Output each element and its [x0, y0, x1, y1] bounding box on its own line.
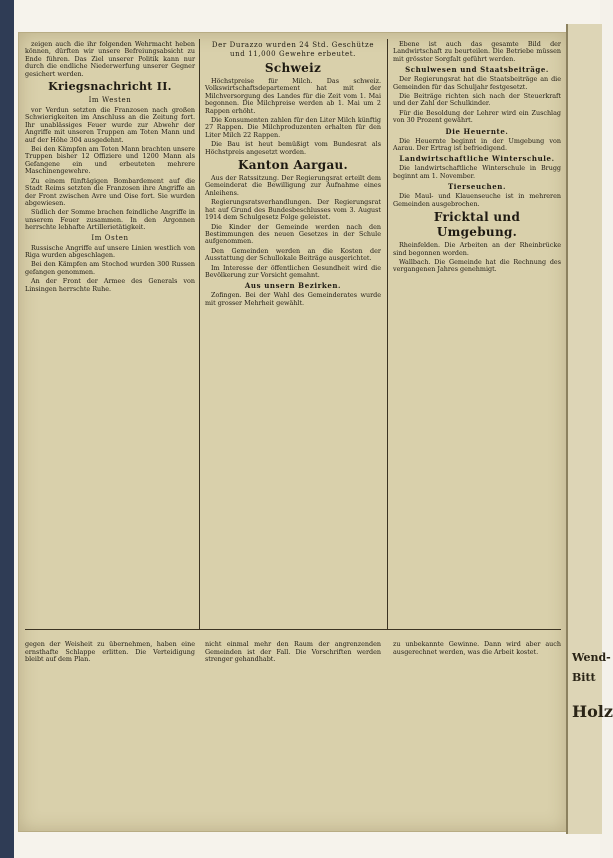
col2-subheading-bezirke: Aus unsern Bezirken.: [244, 281, 342, 291]
col3-heading-schulwesen: Schulwesen und Staatsbeiträge.: [405, 65, 549, 75]
col1-paragraph: Russische Angriffe auf unsere Linien westlich von Riga wurden abgeschlagen.: [25, 243, 195, 259]
col2-paragraph: Höchstpreise für Milch. Das schweiz. Volkswirtschaftsdepartement hat mit der Milchversorgung des Landes für die Zeit vom 1. Mai begonnen. Die Milchpreise werden ab 1. Mai um 2 Rappen erhöht.: [205, 77, 381, 115]
col1-paragraph: Zu einem fünftägigen Bombardement auf die Stadt Reims setzten die Franzosen ihre Angriffe an der Front zwischen Avre und Oise fort. Sie wurden abgewiesen.: [25, 176, 195, 207]
col1-paragraph: Bei den Kämpfen am Toten Mann brachten unsere Truppen bisher 12 Offiziere und 1200 Mann als Gefangene ein und erbeuteten mehrere Maschinengewehre.: [25, 145, 195, 176]
col1-subheading-west: Im Westen: [88, 96, 132, 105]
col1-subheading-east: Im Osten: [91, 233, 129, 242]
col2-paragraph: Den Gemeinden werden an die Kosten der Ausstattung der Schullokale Beiträge ausgerichtet.: [205, 246, 381, 263]
col3-paragraph: Rheinfelden. Die Arbeiten an der Rheinbrücke sind begonnen worden.: [393, 241, 561, 257]
col2-paragraph: Zofingen. Bei der Wahl des Gemeinderates wurde mit grosser Mehrheit gewählt.: [205, 291, 381, 307]
next-page-edge: [566, 24, 613, 834]
column-rule-1: [199, 39, 200, 629]
book-binding-edge: [0, 0, 14, 858]
col1-paragraph: Bei den Kämpfen am Stochod wurden 300 Russen gefangen genommen.: [25, 260, 195, 276]
bottom-paragraph: zu unbekannte Gewinne. Dann wird aber auch ausgerechnet werden, was die Arbeit kostet.: [393, 640, 561, 656]
col2-paragraph: Aus der Ratssitzung. Der Regierungsrat erteilt dem Gemeinderat die Bewilligung zur Aufnahme eines Anleihens.: [205, 174, 381, 197]
col3-heading-tierseuchen: Tierseuchen.: [447, 182, 507, 192]
col2-heading-schweiz: Schweiz: [264, 61, 322, 75]
col2-paragraph: Regierungsratsverhandlungen. Der Regierungsrat hat auf Grund des Bundesbeschlusses vom 3. August 1914 dem Schulgesetz Folge geleistet.: [205, 198, 381, 222]
col2-paragraph: Die Konsumenten zahlen für den Liter Milch künftig 27 Rappen. Die Milchproduzenten erhalten für den Liter Milch 22 Rappen.: [205, 116, 381, 139]
spine-fragment: Holz: [572, 702, 613, 721]
column-left: [25, 41, 195, 295]
col1-heading: Kriegsnachricht II.: [48, 80, 172, 94]
col3-paragraph: Die landwirtschaftliche Winterschule in Brugg beginnt am 1. November.: [393, 164, 561, 180]
bottom-column-left: [25, 635, 195, 670]
col3-heading-fricktal: Fricktal und Umgebung.: [433, 210, 521, 240]
col2-top-lines: Der Durazzo wurden 24 Std. Geschütze und 11,000 Gewehre erbeutet.: [211, 41, 375, 58]
col3-paragraph: Für die Besoldung der Lehrer wird ein Zuschlag von 30 Prozent gewährt.: [393, 108, 561, 125]
col3-paragraph: Der Regierungsrat hat die Staatsbeiträge an die Gemeinden für das Schuljahr festgesetzt.: [393, 75, 561, 91]
spine-fragment: Wend-: [572, 651, 611, 664]
col2-paragraph: Die Kinder der Gemeinde werden nach den Bestimmungen des neuen Gesetzes in der Schule aufgenommen.: [205, 222, 381, 246]
col3-paragraph: Wallbach. Die Gemeinde hat die Rechnung des vergangenen Jahres genehmigt.: [393, 257, 561, 274]
col3-top-paragraph: Ebene ist auch das gesamte Bild der Landwirtschaft zu beurteilen. Die Betriebe müssen mit grösster Sorgfalt geführt werden.: [393, 40, 561, 63]
col2-paragraph: Die Bau ist heut bemüßigt vom Bundesrat als Höchstpreis angesetzt worden.: [205, 140, 381, 156]
col1-paragraph: vor Verdun setzten die Franzosen nach großen Schwierigkeiten im Anschluss an die Zeitung fort. Ihr unablässiges Feuer wurde zur Abwehr der Angriffe mit unseren Truppen am Toten Mann und auf der Höhe 304 ausgedehnt.: [25, 106, 195, 144]
col1-paragraph: Südlich der Somme brachen feindliche Angriffe in unserem Feuer zusammen. In den Argonnen herrschte lebhafte Artillerietätigkeit.: [25, 208, 195, 232]
col2-heading-aargau: Kanton Aargau.: [237, 158, 349, 173]
bottom-paragraph: gegen der Weisheit zu übernehmen, haben eine ernsthafte Schlappe erlitten. Die Verteidigung bleibt auf dem Plan.: [25, 640, 195, 664]
spine-fragment: Bitt: [572, 671, 596, 684]
col1-paragraph: An der Front der Armee des Generals von Linsingen herrschte Ruhe.: [25, 277, 195, 293]
column-middle: [205, 41, 381, 309]
bottom-paragraph: nicht einmal mehr den Raum der angrenzenden Gemeinden ist der Fall. Die Vorschriften werden strenger gehandhabt.: [205, 640, 381, 664]
bottom-column-right: [393, 635, 561, 663]
col3-paragraph: Die Beiträge richten sich nach der Steuerkraft und der Zahl der Schulkinder.: [393, 92, 561, 108]
col3-paragraph: Die Maul- und Klauenseuche ist in mehreren Gemeinden ausgebrochen.: [393, 192, 561, 208]
column-rule-2: [387, 39, 388, 629]
column-right: [393, 41, 561, 276]
horizontal-rule: [25, 629, 561, 630]
newspaper-page: [18, 32, 568, 832]
col1-top-paragraph: zeigen auch die ihr folgenden Wehrmacht heben können, dürften wir unsere Befreiungsabsicht zu Ende führen. Das Ziel unserer Politik kann nur durch die endliche Niederwerfung unserer Gegner gesichert werden.: [25, 40, 195, 78]
col3-paragraph: Die Heuernte beginnt in der Umgebung von Aarau. Der Ertrag ist befriedigend.: [393, 136, 561, 153]
col3-heading-heuernte: Die Heuernte.: [445, 126, 509, 136]
bottom-column-middle: [205, 635, 381, 670]
col2-paragraph: Im Interesse der öffentlichen Gesundheit wird die Bevölkerung zur Vorsicht gemahnt.: [205, 263, 381, 279]
col3-heading-winterschule: Landwirtschaftliche Winterschule.: [399, 154, 555, 164]
